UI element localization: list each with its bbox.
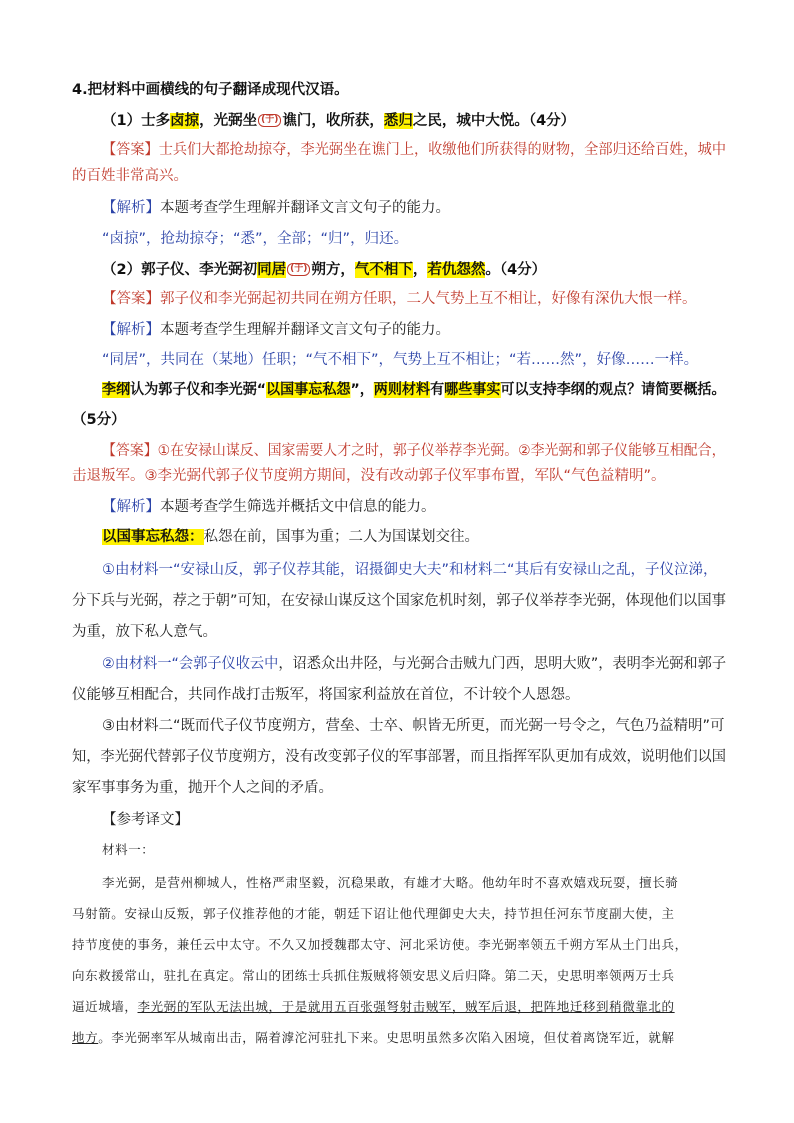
- translation-line: 地方。李光弼率军从城南出击，隔着滹沱河驻扎下来。史思明虽然多次陷入困境，但仗着离饶军近，就解: [72, 1030, 675, 1045]
- q5-point3-line2: 知，李光弼代替郭子仪节度朔方，没有改变郭子仪的军事部署，而且指挥军队更加有成效，说明他们以国: [72, 749, 726, 765]
- q5-point1-line1: ①由材料一“安禄山反，郭子仪荐其能，诏摄御史大夫”和材料二“其后有安禄山之乱，子仪泣涕，: [102, 562, 718, 578]
- analysis-label: 【解析】: [102, 499, 160, 515]
- answer-label: 【答案】: [102, 443, 158, 459]
- q4-analysis2-detail: “同居”，共同在（某地）任职；“气不相下”，气势上互不相让；“若……然”，好像……一样。: [102, 352, 699, 368]
- q5-point1-line2: 分下兵与光弼，荐之于朝”可知，在安禄山谋反这个国家危机时刻，郭子仪举荐李光弼，体现他们以国事: [72, 593, 727, 609]
- q4-item2: （2）郭子仪、李光弼初同居 (于) 朔方，气不相下，若仇怨然。（4分）: [102, 262, 547, 278]
- q4-analysis1-detail: “卤掠”，抢劫掠夺；“悉”，全部；“归”，归还。: [102, 231, 409, 247]
- q5-answer: 【答案】①在安禄山谋反、国家需要人才之时，郭子仪举荐李光弼。②李光弼和郭子仪能够互相配合，: [102, 443, 726, 459]
- analysis-label: 【解析】: [102, 322, 160, 338]
- q4-answer1: 【答案】士兵们大都抢劫掠夺，李光弼坐在谯门上，收缴他们所获得的财物，全部归还给百姓，城中: [102, 142, 726, 158]
- q5-points: （5分）: [72, 412, 126, 428]
- insert-mark: (于): [287, 263, 310, 276]
- translation-line: 逼近城墙，李光弼的军队无法出城，于是就用五百张强弩射击贼军，贼军后退，把阵地迁移到稍微靠北的: [72, 999, 675, 1014]
- q4-answer1-cont: 的百姓非常高兴。: [72, 168, 188, 184]
- q5-point1-line3: 为重，放下私人意气。: [72, 624, 217, 640]
- q5-point2-line2: 仪能够互相配合，共同作战打击叛军，将国家利益放在首位，不计较个人恩怨。: [72, 687, 580, 703]
- q5-analysis: 【解析】本题考查学生筛选并概括文中信息的能力。: [102, 499, 436, 515]
- underlined-sentence: 地方: [72, 1030, 99, 1045]
- analysis-label: 【解析】: [102, 200, 160, 216]
- answer-label: 【答案】: [102, 142, 159, 158]
- q4-analysis1: 【解析】本题考查学生理解并翻译文言文句子的能力。: [102, 200, 450, 216]
- underlined-sentence: 李光弼的军队无法出城，于是就用五百张强弩射击贼军，贼军后退，把阵地迁移到稍微靠北的: [137, 999, 675, 1014]
- q5-answer-cont: 击退叛军。③李光弼代郭子仪节度朔方期间，没有改动郭子仪军事布置，军队“气色益精明”。: [72, 468, 666, 484]
- q4-item1: （1）士多卤掠，光弼坐 (于) 谯门，收所获，悉归之民，城中大悦。（4分）: [102, 113, 576, 129]
- q4-title: 4.把材料中画横线的句子翻译成现代汉语。: [72, 82, 349, 98]
- q5-point2-line1: ②由材料一“会郭子仪收云中，诏悉众出井陉，与光弼合击贼九门西，思明大败”，表明李光弼和郭子: [102, 656, 727, 672]
- insert-mark: (于): [258, 114, 281, 127]
- q5-point3-line3: 家军事事务为重，抛开个人之间的矛盾。: [72, 780, 333, 796]
- q4-analysis2: 【解析】本题考查学生理解并翻译文言文句子的能力。: [102, 322, 450, 338]
- translation-line: 马射箭。安禄山反叛，郭子仪推荐他的才能，朝廷下诏让他代理御史大夫，持节担任河东节度副大使，主: [72, 906, 675, 921]
- q5-key-point: 以国事忘私怨：私怨在前，国事为重；二人为国谋划交往。: [102, 529, 479, 545]
- q5-point3-line1: ③由材料二“既而代子仪节度朔方，营垒、士卒、帜皆无所更，而光弼一号令之，气色乃益精明”可: [102, 718, 725, 734]
- translation-header: 【参考译文】: [102, 812, 189, 828]
- material-one-label: 材料一：: [102, 842, 155, 857]
- q4-answer2: 【答案】郭子仪和李光弼起初共同在朔方任职，二人气势上互不相让，好像有深仇大恨一样。: [102, 291, 697, 307]
- q5-title: 李纲认为郭子仪和李光弼“以国事忘私怨”，两则材料有哪些事实可以支持李纲的观点？请简要概括。: [102, 382, 726, 398]
- translation-line: 向东救援常山，驻扎在真定。常山的团练士兵抓住叛贼将领安思义后归降。第二天，史思明率领两万士兵: [72, 968, 675, 983]
- translation-line: 持节度使的事务，兼任云中太守。不久又加授魏郡太守、河北采访使。李光弼率领五千朔方军从土门出兵，: [72, 937, 688, 952]
- translation-line: 李光弼，是营州柳城人，性格严肃坚毅，沉稳果敢，有雄才大略。他幼年时不喜欢嬉戏玩耍，擅长骑: [102, 875, 679, 890]
- answer-label: 【答案】: [102, 291, 160, 307]
